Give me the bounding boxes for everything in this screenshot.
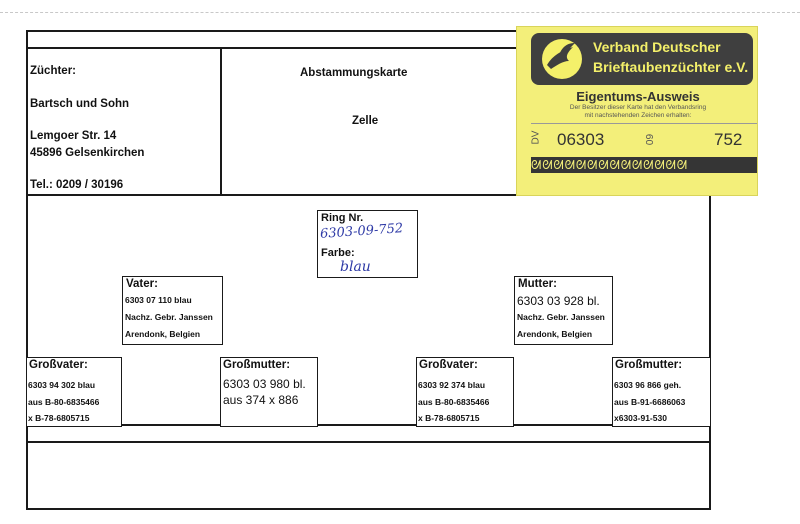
color-value: blau [340, 259, 371, 275]
breeder-phone: Tel.: 0209 / 30196 [30, 179, 124, 191]
grandparent-ring: 6303 03 980 bl. [223, 377, 306, 391]
dove-logo-icon [539, 37, 585, 81]
breeder-name: Bartsch und Sohn [30, 98, 130, 110]
grandparent-ring: 6303 92 374 blau [418, 380, 486, 390]
org-name-line2: Brieftaubenzüchter e.V. [593, 59, 749, 75]
sticker-title: Eigentums-Ausweis [576, 89, 700, 104]
card-subtitle: Zelle [352, 115, 379, 127]
mother-box [514, 276, 613, 345]
grandparent-parent1: aus B-80-6835466 [418, 397, 490, 407]
grandparent-parent2: x B-78-6805715 [28, 413, 90, 423]
ring-value: 6303-09-752 [319, 221, 404, 242]
mother-origin: Nachz. Gebr. Janssen [517, 312, 605, 322]
breeder-city: 45896 Gelsenkirchen [30, 147, 145, 159]
grandparent-label: Großmutter: [615, 359, 683, 371]
ring-prefix: DV [530, 130, 542, 145]
sticker-desc-line1: Der Besitzer dieser Karte hat den Verbandsring [569, 104, 707, 111]
mother-label: Mutter: [518, 278, 557, 290]
father-label: Vater: [126, 278, 158, 290]
father-box [122, 276, 223, 345]
grandparent-parent2: x B-78-6805715 [418, 413, 480, 423]
color-label: Farbe: [321, 247, 355, 259]
grandparent-parent1: aus B-91-6686063 [614, 397, 686, 407]
sticker-ring-row [531, 123, 757, 161]
grandfather-maternal-box [416, 357, 514, 427]
grandparent-parents: aus 374 x 886 [223, 393, 299, 407]
sticker-header [531, 33, 753, 85]
grandparent-parent1: aus B-80-6835466 [28, 397, 100, 407]
grandparent-ring: 6303 94 302 blau [28, 380, 96, 390]
ring-club: 06303 [557, 130, 605, 149]
grandparent-label: Großvater: [29, 359, 88, 371]
grandparent-label: Großmutter: [223, 359, 291, 371]
breeder-label: Züchter: [30, 65, 76, 77]
card-title: Abstammungskarte [300, 67, 408, 79]
grandfather-paternal-box [26, 357, 122, 427]
grandparent-parent2: x6303-91-530 [614, 413, 667, 423]
grandmother-maternal-box [612, 357, 711, 427]
sticker-description [517, 104, 759, 120]
father-place: Arendonk, Belgien [125, 329, 201, 339]
scan-edge [0, 12, 800, 13]
grandmother-paternal-box [220, 357, 318, 427]
pigeon-ring-box [317, 210, 418, 278]
ownership-sticker [516, 26, 758, 196]
grandparent-ring: 6303 96 866 geh. [614, 380, 682, 390]
mother-ring: 6303 03 928 bl. [517, 294, 600, 308]
sticker-ornament-band: ᘛᘛᘛᘛᘛᘛᘛᘛᘛᘛᘛᘛᘛᘛ [531, 157, 757, 173]
breeder-street: Lemgoer Str. 14 [30, 130, 117, 142]
grandparent-label: Großvater: [419, 359, 478, 371]
ring-year: 09 [645, 133, 657, 146]
sticker-desc-line2: mit nachstehenden Zeichen erhalten: [584, 112, 692, 119]
mother-place: Arendonk, Belgien [517, 329, 593, 339]
ring-number: 752 [714, 130, 743, 149]
father-origin: Nachz. Gebr. Janssen [125, 312, 213, 322]
org-name-line1: Verband Deutscher [593, 39, 721, 55]
father-ring: 6303 07 110 blau [125, 295, 192, 305]
ring-label: Ring Nr. [321, 212, 364, 224]
